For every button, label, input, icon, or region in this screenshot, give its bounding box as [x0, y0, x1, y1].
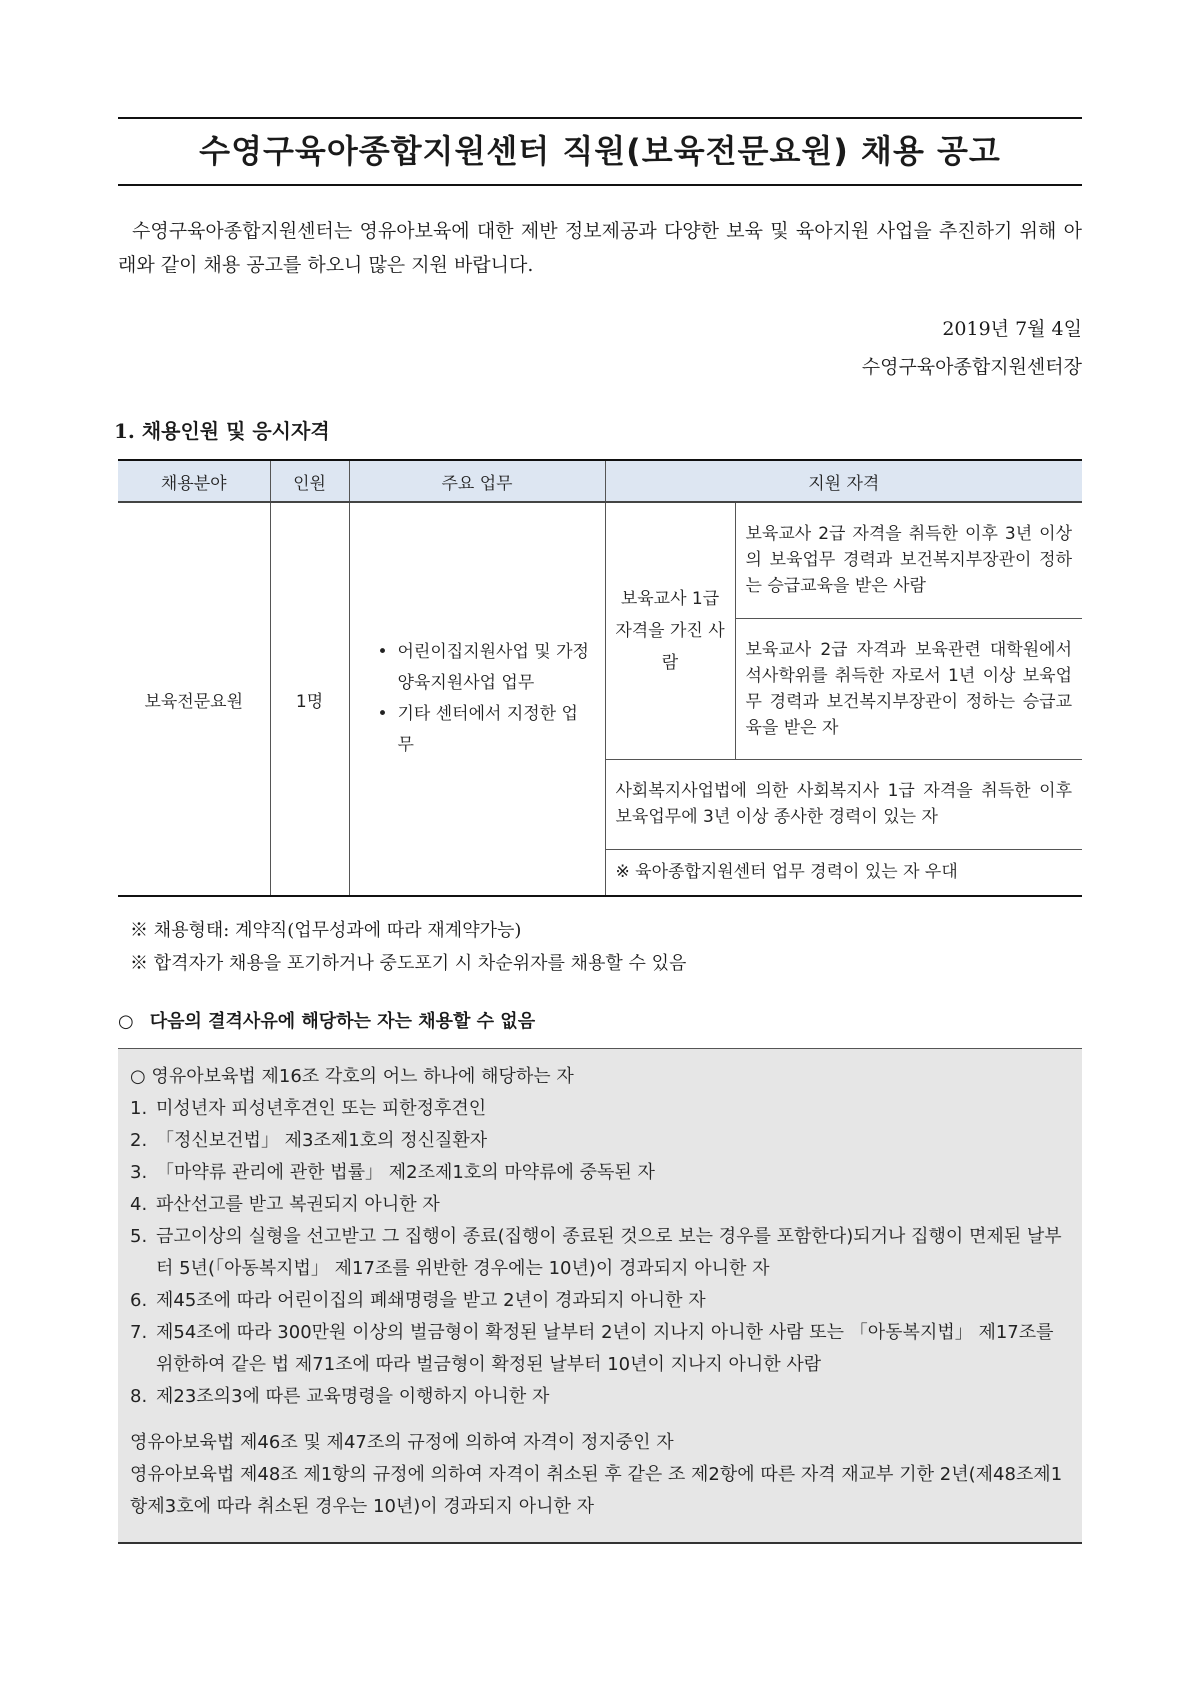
duties-list: [350, 637, 605, 761]
circle-bullet-icon: ○: [118, 1011, 134, 1032]
employment-notes: [130, 914, 686, 980]
date-block: [862, 310, 1082, 386]
disqualification-heading: [118, 1007, 535, 1033]
duties-cell: [349, 502, 605, 896]
qual-item-1: 보육교사 2급 자격을 취득한 이후 3년 이상의 보육업무 경력과 보건복지부장관이 정하는 승급교육을 받은 사람: [735, 502, 1082, 618]
disqualification-box: [118, 1048, 1082, 1544]
announcement-date: 2019년 7월 4일: [942, 318, 1082, 340]
list-item: • 어린이집지원사업 및 가정양육지원사업 업무: [374, 637, 591, 699]
title-bottom-rule: [118, 184, 1082, 186]
list-item: 8. 제23조의3에 따른 교육명령을 이행하지 아니한 자: [130, 1386, 550, 1407]
qual-item-2: 보육교사 2급 자격과 보육관련 대학원에서 석사학위를 취득한 자로서 1년 이상 보육업무 경력과 보건복지부장관이 정하는 승급교육을 받은 자: [735, 618, 1082, 759]
disqualification-heading-text: 다음의 결격사유에 해당하는 자는 채용할 수 없음: [149, 1011, 536, 1032]
section-heading: 1. 채용인원 및 응시자격: [114, 419, 330, 443]
table-header-row: [118, 460, 1082, 502]
list-item: 6. 제45조에 따라 어린이집의 폐쇄명령을 받고 2년이 경과되지 아니한 자: [130, 1290, 706, 1311]
header-qualifications: 지원 자격: [605, 460, 1082, 502]
count-cell: 1명: [270, 502, 349, 896]
qual-group-label: 보육교사 1급 자격을 가진 사람: [605, 502, 735, 759]
header-field: 채용분야: [118, 460, 270, 502]
disqualification-extra-1: 영유아보육법 제46조 및 제47조의 규정에 의하여 자격이 정지중인 자: [130, 1432, 674, 1453]
recruitment-table: [118, 459, 1082, 897]
disqualification-extra-2: 영유아보육법 제48조 제1항의 규정에 의하여 자격이 취소된 후 같은 조 제2항에 따른 자격 재교부 기한 2년(제48조제1항제3호에 따라 취소된 경우는 10년)이 경과되지 아니한 자: [130, 1464, 1063, 1517]
disqualification-list: [130, 1093, 1072, 1413]
list-item: • 기타 센터에서 지정한 업무: [374, 699, 591, 761]
page-title: 수영구육아종합지원센터 직원(보육전문요원) 채용 공고: [199, 132, 1001, 170]
list-item: ※ 합격자가 채용을 포기하거나 중도포기 시 차순위자를 채용할 수 있음: [130, 947, 686, 980]
field-cell: 보육전문요원: [118, 502, 270, 896]
qual-preference-note: ※ 육아종합지원센터 업무 경력이 있는 자 우대: [605, 849, 1082, 896]
list-item: ※ 채용형태: 계약직(업무성과에 따라 재계약가능): [130, 914, 686, 947]
intro-paragraph: 수영구육아종합지원센터는 영유아보육에 대한 제반 정보제공과 다양한 보육 및 육아지원 사업을 추진하기 위해 아래와 같이 채용 공고를 하오니 많은 지원 바랍니다.: [118, 220, 1082, 276]
list-item: 1. 미성년자 피성년후견인 또는 피한정후견인: [130, 1098, 487, 1119]
list-item: 5. 금고이상의 실형을 선고받고 그 집행이 종료(집행이 종료된 것으로 보는 경우를 포함한다)되거나 집행이 면제된 날부터 5년(「아동복지법」 제17조를 위반한 경우에는 10년)이 경과되지 아니한 자: [130, 1226, 1062, 1279]
list-item: 3. 「마약류 관리에 관한 법률」 제2조제1호의 마약류에 중독된 자: [130, 1162, 655, 1183]
header-duties: 주요 업무: [349, 460, 605, 502]
header-count: 인원: [270, 460, 349, 502]
issuer-name: 수영구육아종합지원센터장: [861, 356, 1082, 378]
disqualification-lead: ○ 영유아보육법 제16조 각호의 어느 하나에 해당하는 자: [130, 1066, 574, 1087]
qual-social-worker: 사회복지사업법에 의한 사회복지사 1급 자격을 취득한 이후 보육업무에 3년 이상 종사한 경력이 있는 자: [605, 759, 1082, 849]
title-top-rule: [118, 117, 1082, 119]
list-item: 2. 「정신보건법」 제3조제1호의 정신질환자: [130, 1130, 488, 1151]
list-item: 7. 제54조에 따라 300만원 이상의 벌금형이 확정된 날부터 2년이 지나지 아니한 사람 또는 「아동복지법」 제17조를 위한하여 같은 법 제71조에 따라 벌금형이 확정된 날부터 10년이 지나지 아니한 사람: [130, 1322, 1054, 1375]
list-item: 4. 파산선고를 받고 복권되지 아니한 자: [130, 1194, 440, 1215]
table-row: [118, 502, 1082, 618]
